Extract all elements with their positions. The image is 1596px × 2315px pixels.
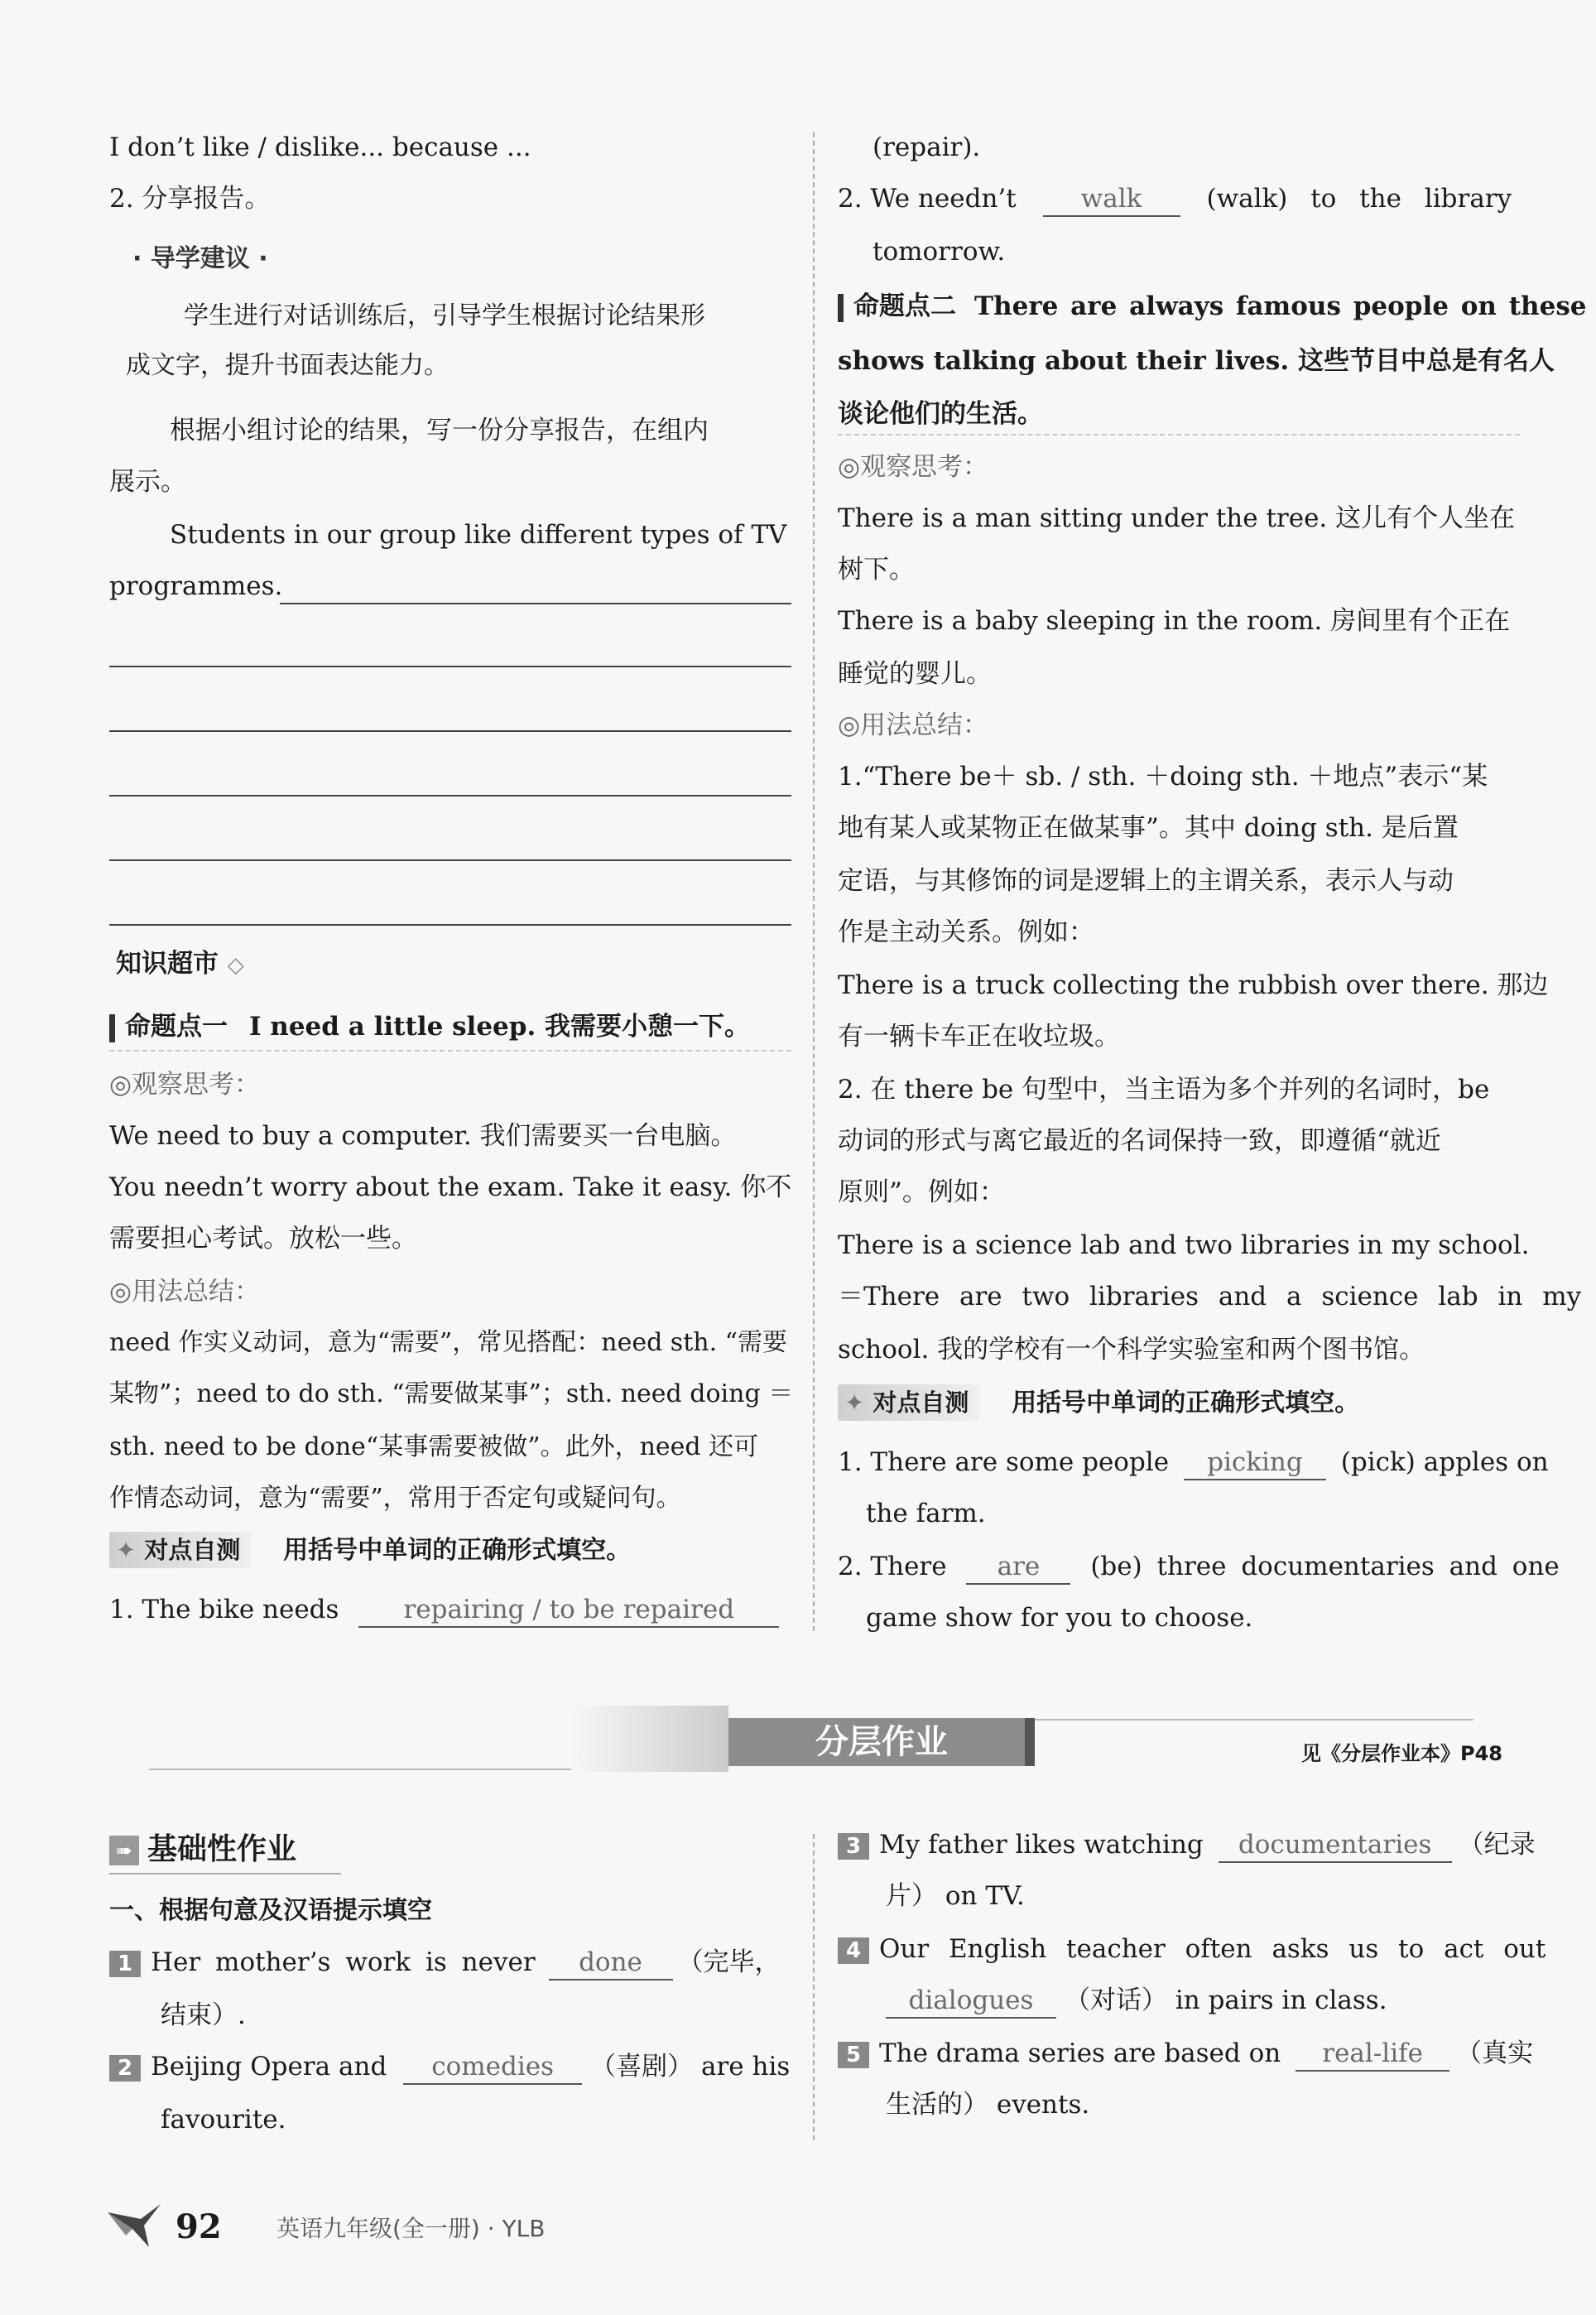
exercise-2-number: 2 — [109, 2055, 141, 2082]
exercise-5-continuation: 生活的） events. — [886, 2090, 1090, 2120]
heading-bar-icon-2 — [838, 294, 844, 322]
point1-tag: 命题点一 — [125, 1012, 228, 1042]
sparkle-icon-2: ✦ — [844, 1389, 873, 1417]
exercise-3 — [838, 1828, 1536, 1863]
exercise-1-suffix: （完毕， — [677, 1947, 781, 1977]
exercise-3-answer[interactable]: documentaries — [1219, 1828, 1452, 1863]
part1-title: 一、根据句意及汉语提示填空 — [109, 1896, 432, 1925]
point2-tag: 命题点二 — [853, 291, 956, 321]
exercise-3-continuation: 片） on TV. — [886, 1881, 1025, 1911]
right-example-2b: 睡觉的婴儿。 — [838, 659, 992, 689]
exercise-1-continuation: 结束）. — [161, 2000, 246, 2030]
exercise-2-suffix: （喜剧） are his — [590, 2052, 791, 2082]
banner-line-right — [1035, 1719, 1473, 1721]
exercise-5-answer[interactable]: real-life — [1296, 2037, 1449, 2072]
point1-text: I need a little sleep. 我需要小憩一下。 — [249, 1012, 751, 1042]
right-q2-answer[interactable]: walk — [1043, 182, 1180, 217]
knowledge-market-label: 知识超市 — [116, 949, 219, 979]
writing-line-2[interactable] — [109, 666, 791, 667]
sparkle-icon: ✦ — [116, 1536, 145, 1564]
right-t1-prefix: 1. There are some people — [838, 1447, 1170, 1477]
right-usage-8: 动词的形式与离它最近的名词保持一致，即遵循“就近 — [838, 1126, 1441, 1156]
diamond-icon: ◇ — [227, 953, 244, 978]
column-divider-bottom — [813, 1834, 815, 2140]
right-test-2 — [838, 1550, 1560, 1585]
right-usage-3: 定语，与其修饰的词是逻辑上的主谓关系，表示人与动 — [838, 866, 1454, 896]
right-q2-continuation: tomorrow. — [873, 237, 1006, 267]
right-example-1b: 树下。 — [838, 555, 915, 585]
right-usage-9: 原则”。例如： — [838, 1177, 1005, 1207]
right-q2-suffix: (walk) to the library — [1206, 184, 1512, 214]
right-observe-label: ◎观察思考： — [838, 452, 989, 482]
left-usage-1: need 作实义动词，意为“需要”，常见搭配：need sth. “需要 — [109, 1328, 787, 1357]
task-text-4: programmes. — [109, 571, 283, 601]
column-divider-top — [813, 132, 815, 1631]
writing-line-5[interactable] — [109, 859, 791, 861]
exercise-2-continuation: favourite. — [161, 2105, 286, 2135]
right-t1-answer[interactable]: picking — [1184, 1446, 1326, 1480]
homework-reference: 见《分层作业本》P48 — [1301, 1742, 1502, 1765]
basic-heading-underline — [109, 1873, 341, 1875]
writing-line-3[interactable] — [109, 730, 791, 732]
guide-text-1: 学生进行对话训练后，引导学生根据讨论结果形 — [184, 301, 705, 330]
basic-homework-heading — [109, 1833, 296, 1866]
guide-text-2: 成文字，提升书面表达能力。 — [126, 351, 449, 380]
left-usage-3: sth. need to be done“某事需要被做”。此外，need 还可 — [109, 1432, 759, 1461]
exercise-1-number: 1 — [109, 1951, 141, 1977]
banner-decoration — [571, 1706, 728, 1772]
guide-title: · 导学建议 · — [132, 244, 268, 273]
point2-underline — [838, 434, 1520, 436]
right-t2-continuation: game show for you to choose. — [866, 1603, 1253, 1633]
point1-underline — [109, 1050, 791, 1052]
left-q1-prefix: 1. The bike needs — [109, 1595, 339, 1624]
left-observe-label: ◎观察思考： — [109, 1070, 261, 1100]
exercise-4-answer[interactable]: dialogues — [886, 1984, 1056, 2019]
task-text-2: 展示。 — [109, 467, 186, 497]
page-corner-logo — [108, 2204, 161, 2247]
writing-line-6[interactable] — [109, 924, 791, 926]
exercise-4 — [838, 1932, 1546, 1966]
book-title: 英语九年级(全一册) · YLB — [276, 2215, 546, 2242]
left-line-1: I don’t like / dislike... because ... — [109, 132, 531, 162]
exercise-4-prefix: Our English teacher often asks us to act out — [879, 1934, 1546, 1964]
left-example-2a: You needn’t worry about the exam. Take it easy. 你不 — [109, 1172, 792, 1202]
exercise-3-suffix: （纪录 — [1458, 1830, 1536, 1860]
exercise-3-prefix: My father likes watching — [879, 1830, 1204, 1860]
exercise-4-suffix: （对话） in pairs in class. — [1065, 1985, 1387, 2015]
exercise-4-number: 4 — [838, 1937, 869, 1964]
left-example-1: We need to buy a computer. 我们需要买一台电脑。 — [109, 1121, 737, 1151]
right-t2-prefix: 2. There — [838, 1552, 947, 1581]
left-example-2b: 需要担心考试。放松一些。 — [109, 1224, 417, 1254]
left-question-1 — [109, 1593, 779, 1628]
heading-bar-icon — [109, 1014, 115, 1042]
right-usage-5: There is a truck collecting the rubbish over there. 那边 — [838, 970, 1549, 1000]
right-selftest-heading — [838, 1384, 1359, 1421]
right-usage-4: 作是主动关系。例如： — [838, 917, 1094, 947]
left-line-2: 2. 分享报告。 — [109, 184, 271, 214]
right-example-2a: There is a baby sleeping in the room. 房间里有个正在 — [838, 606, 1511, 636]
task-text-3: Students in our group like different types of TV — [170, 520, 787, 550]
task-text-1: 根据小组讨论的结果，写一份分享报告，在组内 — [170, 416, 709, 445]
exercise-2 — [109, 2050, 790, 2085]
writing-line-4[interactable] — [109, 795, 791, 797]
right-t1-suffix: (pick) apples on — [1340, 1447, 1549, 1477]
right-example-1a: There is a man sitting under the tree. 这儿有个人坐在 — [838, 503, 1516, 533]
left-usage-2: 某物”；need to do sth. “需要做某事”；sth. need doing ＝ — [109, 1379, 794, 1408]
right-repair-cont: (repair). — [873, 132, 981, 162]
right-usage-11: ＝There are two libraries and a science lab in my — [838, 1282, 1582, 1312]
right-t1-continuation: the farm. — [866, 1499, 986, 1528]
right-question-2 — [838, 182, 1520, 217]
left-usage-4: 作情态动词，意为“需要”，常用于否定句或疑问句。 — [109, 1484, 681, 1513]
exercise-5-suffix: （真实 — [1456, 2038, 1534, 2068]
point2-text-c: 谈论他们的生活。 — [838, 399, 1043, 429]
right-usage-1: 1.“There be＋ sb. / sth. ＋doing sth. ＋地点”表示“某 — [838, 762, 1488, 792]
point2-text-b: shows talking about their lives. 这些节目中总是有名人 — [838, 346, 1555, 376]
writing-line-1[interactable] — [280, 603, 791, 604]
right-selftest-tag-text: 对点自测 — [873, 1389, 969, 1417]
left-selftest-instruction: 用括号中单词的正确形式填空。 — [283, 1536, 632, 1565]
point2-heading — [838, 290, 1587, 323]
exercise-5-prefix: The drama series are based on — [879, 2038, 1281, 2068]
right-q2-prefix: 2. We needn’t — [838, 184, 1017, 214]
knowledge-market-title — [116, 947, 244, 982]
arrow-icon: ➠ — [109, 1836, 139, 1865]
bird-logo-icon — [108, 2204, 161, 2247]
right-t2-suffix: (be) three documentaries and one — [1090, 1552, 1560, 1581]
exercise-4-line-2 — [886, 1984, 1387, 2019]
right-selftest-instruction: 用括号中单词的正确形式填空。 — [1012, 1389, 1360, 1417]
exercise-1-answer[interactable]: done — [549, 1946, 673, 1981]
exercise-2-prefix: Beijing Opera and — [151, 2052, 387, 2082]
left-usage-label: ◎用法总结： — [109, 1277, 261, 1307]
left-q1-answer[interactable]: repairing / to be repaired — [358, 1593, 779, 1628]
point1-heading — [109, 1010, 750, 1043]
exercise-3-number: 3 — [838, 1833, 869, 1860]
exercise-5 — [838, 2037, 1533, 2072]
exercise-1 — [109, 1946, 781, 1981]
basic-homework-label: 基础性作业 — [147, 1832, 297, 1866]
banner-end-mark — [1025, 1718, 1035, 1766]
right-test-1 — [838, 1446, 1549, 1480]
exercise-5-number: 5 — [838, 2042, 869, 2068]
right-t2-answer[interactable]: are — [966, 1550, 1070, 1585]
exercise-1-prefix: Her mother’s work is never — [151, 1947, 536, 1977]
right-selftest-tag — [838, 1384, 980, 1421]
exercise-2-answer[interactable]: comedies — [403, 2050, 582, 2085]
page-number: 92 — [175, 2207, 222, 2246]
left-selftest-tag-text: 对点自测 — [144, 1536, 241, 1564]
right-usage-label: ◎用法总结： — [838, 710, 989, 740]
right-usage-7: 2. 在 there be 句型中，当主语为多个并列的名词时，be — [838, 1075, 1490, 1105]
layered-homework-banner: 分层作业 — [728, 1718, 1035, 1766]
left-selftest-tag — [109, 1532, 252, 1568]
right-usage-12: school. 我的学校有一个科学实验室和两个图书馆。 — [838, 1335, 1425, 1364]
right-usage-10: There is a science lab and two libraries in my school. — [838, 1230, 1530, 1260]
right-usage-2: 地有某人或某物正在做某事”。其中 doing sth. 是后置 — [838, 813, 1459, 843]
right-usage-6: 有一辆卡车正在收垃圾。 — [838, 1022, 1120, 1052]
left-selftest-heading — [109, 1532, 631, 1568]
point2-text-a: There are always famous people on these — [974, 291, 1587, 321]
